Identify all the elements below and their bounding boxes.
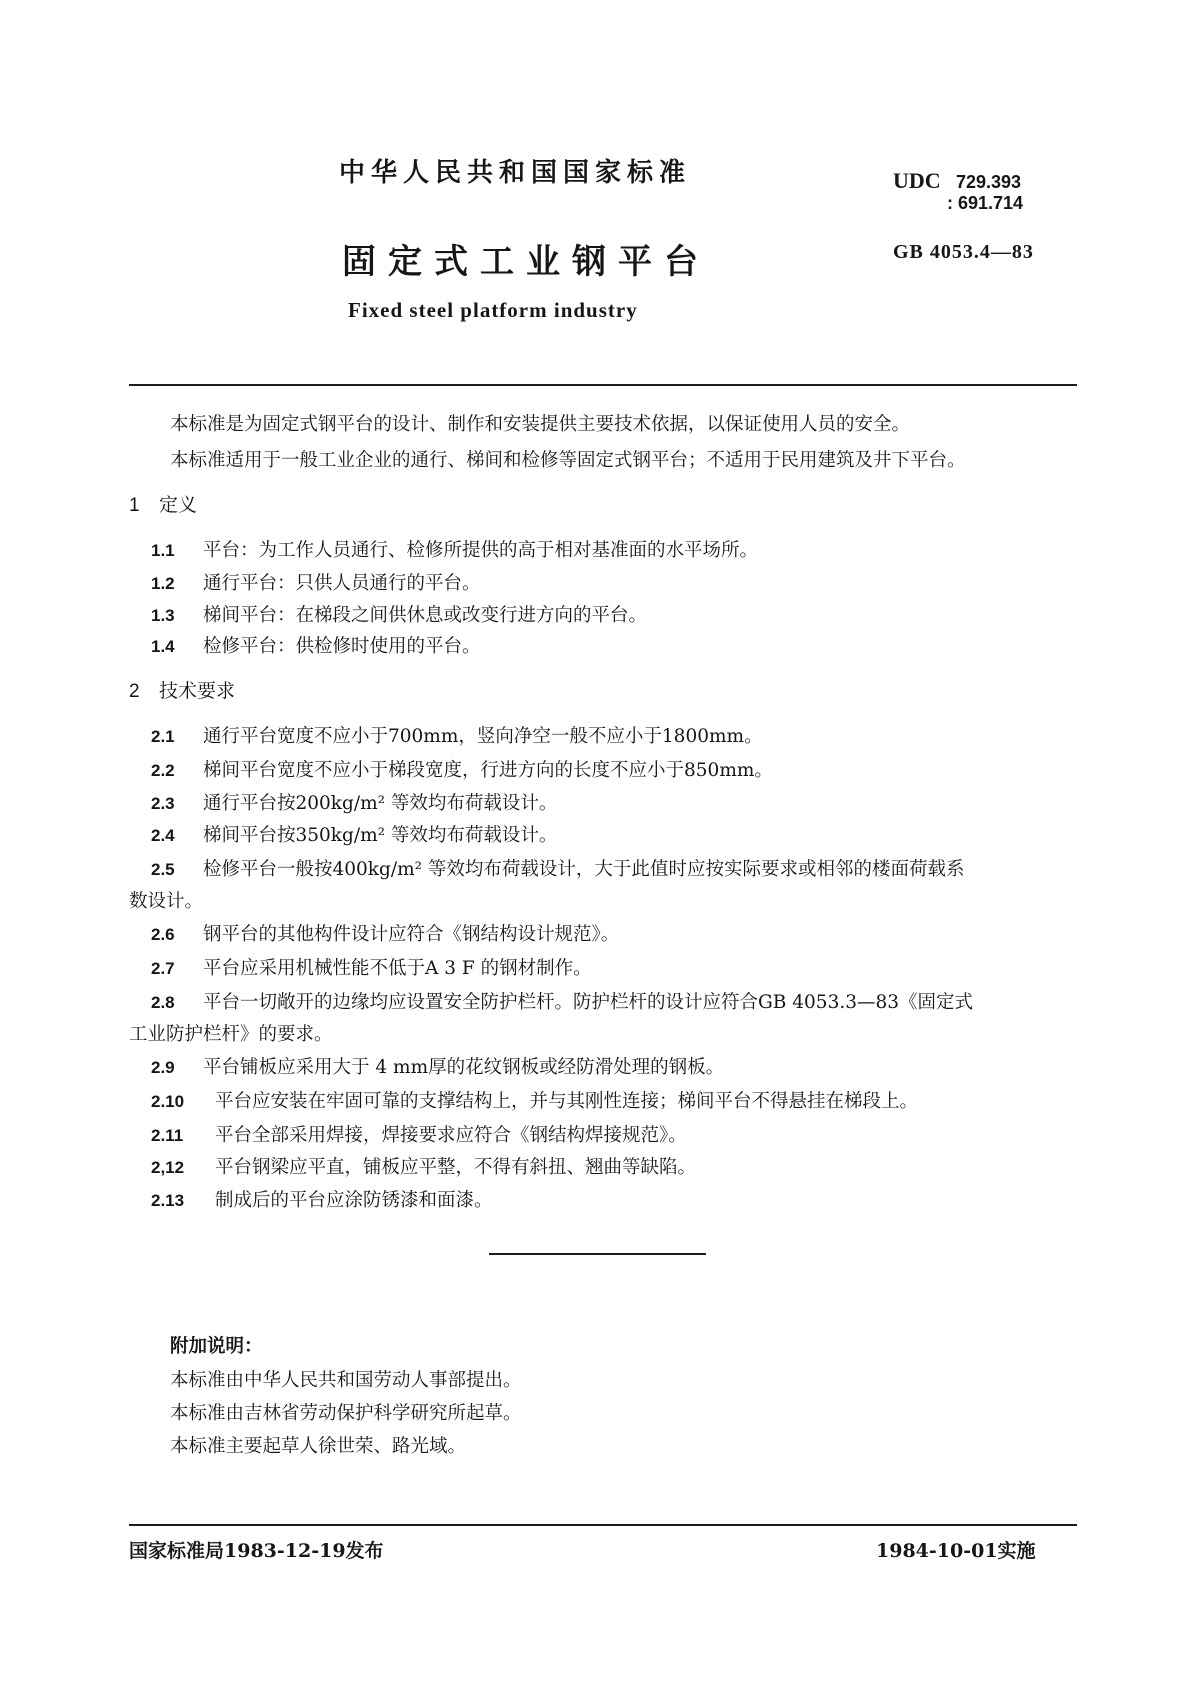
clause-number: 2.7 [151,959,175,978]
intro-paragraph: 本标准适用于一般工业企业的通行、梯间和检修等固定式钢平台；不适用于民用建筑及井下平台。 [170,450,966,471]
clause-text: 通行平台按200kg/m² 等效均布荷载设计。 [203,793,558,814]
section-number: 2 [129,681,140,702]
clause-item [151,1186,493,1212]
clause-item [151,569,481,595]
note-line: 本标准主要起草人徐世荣、路光域。 [170,1436,467,1457]
clause-item [151,722,763,748]
clause-text: 平台铺板应采用大于 4 mm厚的花纹钢板或经防滑处理的钢板。 [203,1057,725,1078]
clause-number: 1.1 [151,541,175,560]
effective-date: 1984-10-01实施 [876,1540,1036,1562]
clause-number: 2.5 [151,860,175,879]
clause-continuation: 工业防护栏杆》的要求。 [129,1024,333,1045]
clause-number: 2.10 [151,1092,185,1111]
gb-standard-code: GB 4053.4—83 [893,241,1034,263]
clause-item [151,954,592,980]
document-title: 固定式工业钢平台 [342,242,710,282]
notes-heading: 附加说明： [170,1336,263,1357]
clause-number: 2.4 [151,826,175,845]
clause-number: 2.3 [151,794,175,813]
clause-text: 平台应采用机械性能不低于A 3 F 的钢材制作。 [203,958,592,979]
standard-category-title: 中华人民共和国国家标准 [339,158,692,188]
clause-number: 1.2 [151,574,175,593]
clause-text: 平台全部采用焊接，焊接要求应符合《钢结构焊接规范》。 [215,1125,687,1146]
clause-text: 平台一切敞开的边缘均应设置安全防护栏杆。防护栏杆的设计应符合GB 4053.3—83《固定式 [203,992,974,1013]
clause-text: 钢平台的其他构件设计应符合《钢结构设计规范》。 [203,924,620,945]
document-title-english: Fixed steel platform industry [348,298,638,322]
clause-text: 梯间平台按350kg/m² 等效均布荷载设计。 [203,825,558,846]
clause-text: 梯间平台：在梯段之间供休息或改变行进方向的平台。 [203,605,648,626]
note-line: 本标准由吉林省劳动保护科学研究所起草。 [170,1403,522,1424]
clause-number: 2.6 [151,925,175,944]
clause-number: 2.8 [151,993,175,1012]
clause-item [151,988,973,1014]
section-heading-technical-requirements [129,676,235,703]
clause-text: 制成后的平台应涂防锈漆和面漆。 [215,1190,493,1211]
intro-paragraph: 本标准是为固定式钢平台的设计、制作和安装提供主要技术依据，以保证使用人员的安全。 [170,414,911,435]
clause-item [151,632,481,658]
clause-number: 2,12 [151,1158,185,1177]
clause-text: 梯间平台宽度不应小于梯段宽度，行进方向的长度不应小于850mm。 [203,760,773,781]
clause-item [151,920,619,946]
issue-date: 国家标准局1983-12-19发布 [129,1540,384,1562]
clause-item [151,601,647,627]
section-title: 定义 [159,494,198,516]
clause-number: 2.9 [151,1058,175,1077]
clause-text: 平台应安装在牢固可靠的支撑结构上，并与其刚性连接；梯间平台不得悬挂在梯段上。 [215,1091,919,1112]
clause-number: 1.4 [151,637,175,656]
clause-item [151,756,773,782]
clause-number: 2.1 [151,727,175,746]
clause-item [151,1053,724,1079]
clause-continuation: 数设计。 [129,891,204,912]
clause-text: 检修平台：供检修时使用的平台。 [203,636,481,657]
clause-item [151,1121,687,1147]
clause-item [151,789,557,815]
section-title: 技术要求 [159,680,236,702]
clause-number: 2.13 [151,1191,185,1210]
clause-item [151,536,758,562]
note-line: 本标准由中华人民共和国劳动人事部提出。 [170,1370,522,1391]
clause-item [151,1087,918,1113]
clause-text: 检修平台一般按400kg/m² 等效均布荷载设计，大于此值时应按实际要求或相邻的楼面荷载系 [203,859,965,880]
clause-number: 2.11 [151,1126,184,1145]
end-of-text-divider [489,1253,706,1255]
clause-item [151,1153,696,1179]
udc-number-1: 729.393 [956,172,1022,192]
clause-item [151,855,964,881]
clause-item [151,821,557,847]
udc-label: UDC [893,168,941,193]
header-divider [129,384,1077,386]
udc-number-2: : 691.714 [947,193,1024,213]
section-number: 1 [129,495,140,516]
section-heading-definitions [129,490,197,517]
footer-divider [129,1524,1077,1526]
clause-number: 1.3 [151,606,175,625]
clause-text: 通行平台宽度不应小于700mm，竖向净空一般不应小于1800mm。 [203,726,763,747]
clause-text: 通行平台：只供人员通行的平台。 [203,573,481,594]
clause-text: 平台钢梁应平直，铺板应平整，不得有斜扭、翘曲等缺陷。 [215,1157,697,1178]
clause-number: 2.2 [151,761,175,780]
clause-text: 平台：为工作人员通行、检修所提供的高于相对基准面的水平场所。 [203,540,759,561]
